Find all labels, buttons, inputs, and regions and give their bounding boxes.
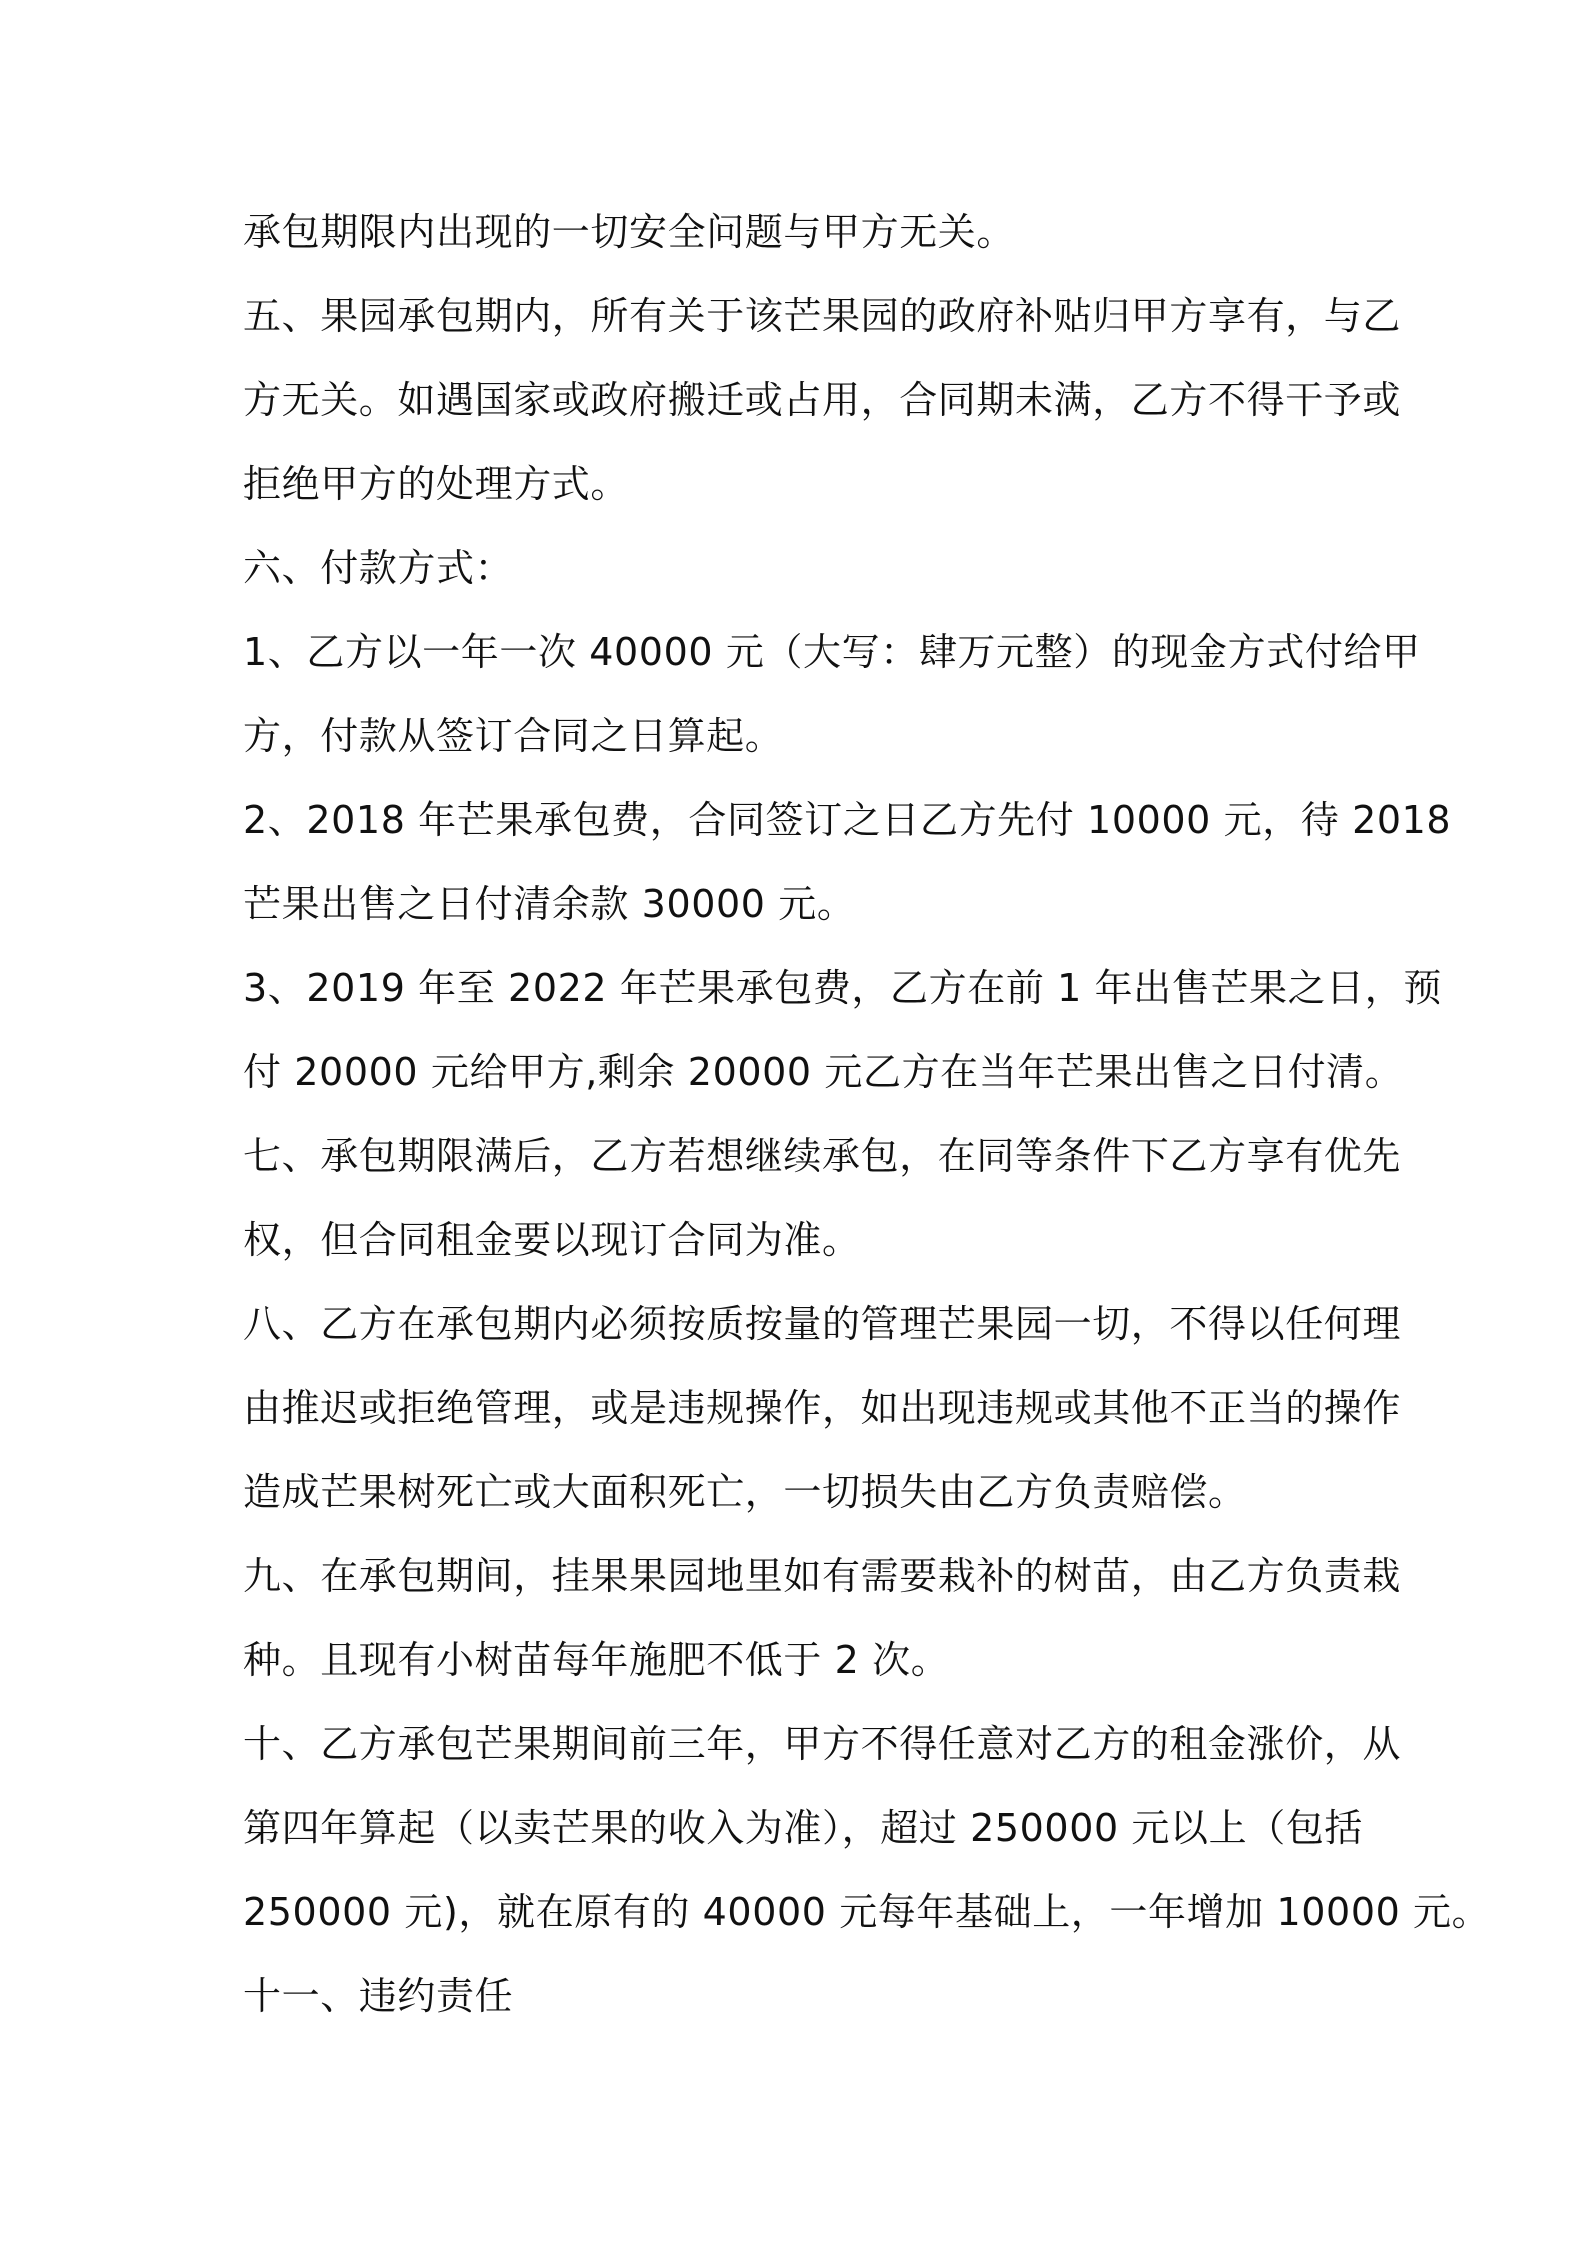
text-line: 3、2019 年至 2022 年芒果承包费，乙方在前 1 年出售芒果之日，预 — [243, 966, 1442, 1010]
text-line: 由推迟或拒绝管理，或是违规操作，如出现违规或其他不正当的操作 — [243, 1386, 1402, 1430]
text-line: 2、2018 年芒果承包费，合同签订之日乙方先付 10000 元，待 2018 — [243, 798, 1452, 842]
text-line: 种。且现有小树苗每年施肥不低于 2 次。 — [243, 1638, 950, 1682]
text-line: 权，但合同租金要以现订合同为准。 — [243, 1218, 861, 1262]
text-line: 七、承包期限满后，乙方若想继续承包，在同等条件下乙方享有优先 — [243, 1134, 1402, 1178]
text-line: 第四年算起（以卖芒果的收入为准），超过 250000 元以上（包括 — [243, 1806, 1364, 1850]
text-line: 八、乙方在承包期内必须按质按量的管理芒果园一切，不得以任何理 — [243, 1302, 1402, 1346]
text-line: 造成芒果树死亡或大面积死亡，一切损失由乙方负责赔偿。 — [243, 1470, 1247, 1514]
text-line: 承包期限内出现的一切安全问题与甲方无关。 — [243, 210, 1016, 254]
section-heading: 六、付款方式： — [243, 546, 514, 590]
section-heading: 十一、违约责任 — [243, 1974, 514, 2018]
contract-text — [243, 190, 1491, 2038]
text-line: 拒绝甲方的处理方式。 — [243, 462, 630, 506]
text-line: 方，付款从签订合同之日算起。 — [243, 714, 784, 758]
text-line: 九、在承包期间，挂果果园地里如有需要栽补的树苗，由乙方负责栽 — [243, 1554, 1402, 1598]
text-line: 芒果出售之日付清余款 30000 元。 — [243, 882, 856, 926]
text-line: 方无关。如遇国家或政府搬迁或占用，合同期未满，乙方不得干予或 — [243, 378, 1402, 422]
text-line: 十、乙方承包芒果期间前三年，甲方不得任意对乙方的租金涨价，从 — [243, 1722, 1402, 1766]
text-line: 付 20000 元给甲方,剩余 20000 元乙方在当年芒果出售之日付清。 — [243, 1050, 1404, 1094]
text-line: 250000 元)，就在原有的 40000 元每年基础上，一年增加 10000 元。 — [243, 1890, 1491, 1934]
text-line: 五、果园承包期内，所有关于该芒果园的政府补贴归甲方享有，与乙 — [243, 294, 1402, 338]
text-line: 1、乙方以一年一次 40000 元（大写：肆万元整）的现金方式付给甲 — [243, 630, 1421, 674]
